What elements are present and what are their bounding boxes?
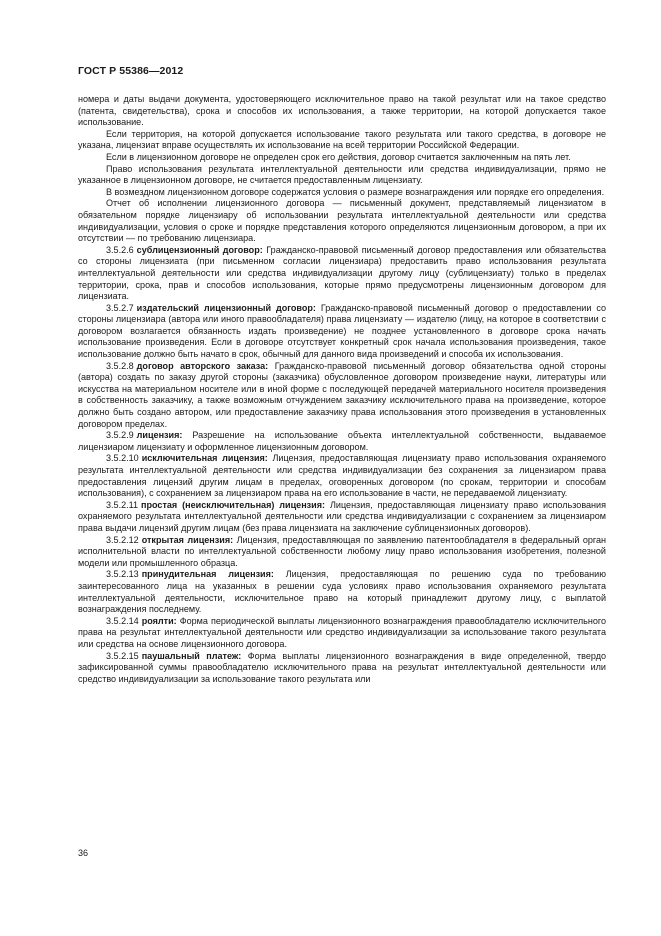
term-title: открытая лицензия: — [141, 534, 234, 545]
term-entry-3-5-2-14 — [78, 616, 606, 651]
document-body — [78, 94, 606, 685]
term-definition: Форма периодической выплаты лицензионного вознаграждения правообладателю исключительного права на результат интеллектуальной деятельности или средство индивидуализации за использование такого результата или средства на основе лицензионного договора. — [78, 615, 606, 649]
term-definition: Лицензия, предоставляющая по решению суда по требованию заинтересованного лица на указанных в решении суда условиях право использования охраняемого результата интеллектуальной деятельности, исключительное право на который принадлежит другому лицу, с выплатой вознаграждения последнему. — [78, 569, 607, 615]
term-title: роялти: — [141, 615, 177, 626]
term-entry-3-5-2-12 — [78, 535, 606, 570]
term-title: сублицензионный договор: — [136, 244, 263, 255]
paragraph-report: Отчет об исполнении лицензионного договора — письменный документ, представляемый лицензиатом в обязательном порядке лицензиару об использовании результата интеллектуальной деятельности или средства индивидуализации, условия о сроке и порядке представления которого определяются лицензионным договором, а при их отсутствии — по требованию лицензиара. — [78, 198, 606, 244]
term-number: 3.5.2.13 — [106, 569, 139, 580]
paragraph-term: Если в лицензионном договоре не определен срок его действия, договор считается заключенным на пять лет. — [106, 151, 571, 162]
term-title: паушальный платеж: — [141, 650, 242, 661]
term-number: 3.5.2.6 — [106, 244, 134, 255]
term-number: 3.5.2.9 — [106, 430, 134, 441]
term-entry-3-5-2-8 — [78, 361, 606, 431]
paragraph-remuneration: В возмездном лицензионном договоре содержатся условия о размере вознаграждения или порядке его определения. — [106, 186, 605, 197]
paragraph-continuation: номера и даты выдачи документа, удостоверяющего исключительное право на такой результат или на такое средство (патента, свидетельства), срока и способов их использования, а также территории, на которой допускается такое использование. — [78, 94, 606, 128]
term-entry-3-5-2-7 — [78, 303, 606, 361]
term-definition: Гражданско-правовой письменный договор обязательства одной стороны (автора) создать по заказу другой стороны (заказчика) обусловленное договором произведение науки, литературы или искусства на материальном носителе или в иной форме с последующей передачей материального носителя произведения в собственность заказчику, а также возможным отчуждением заказчику исключительного права на произведение, которое должно быть создано автором, или предоставление заказчику права использования этого произведения в установленных договором пределах. — [78, 360, 606, 429]
term-number: 3.5.2.7 — [106, 302, 134, 313]
term-entry-3-5-2-11 — [78, 500, 606, 535]
term-entry-3-5-2-13 — [78, 569, 606, 615]
document-header: ГОСТ Р 55386—2012 — [78, 65, 184, 77]
term-entry-3-5-2-15 — [78, 651, 606, 686]
term-definition: Лицензия, предоставляющая лицензиату право использования охраняемого результата интеллектуальной деятельности или средства индивидуализации без сохранения за лицензиаром права предоставления лицензий другим лицам в пределах, оговоренных договором (по срокам, территории и способам использования), с сохранением за лицензиаром права на его использование в части, не передаваемой лицензиату. — [78, 453, 606, 499]
term-number: 3.5.2.8 — [106, 360, 134, 371]
term-definition: Лицензия, предоставляющая по заявлению патентообладателя в федеральный орган исполнительной власти по интеллектуальной собственности любому лицу право использования изобретения, полезной модели или промышленного образца. — [78, 534, 607, 568]
term-definition: Разрешение на использование объекта интеллектуальной собственности, выдаваемое лицензиаром лицензиату и оформленное лицензионным договором. — [78, 430, 606, 452]
term-number: 3.5.2.14 — [106, 615, 139, 626]
term-title: лицензия: — [136, 430, 183, 441]
term-definition: Форма выплаты лицензионного вознаграждения в виде определенной, твердо зафиксированной суммы правообладателю исключительного права на результат интеллектуальной деятельности или средство индивидуализации за использование такого результата или — [78, 650, 607, 684]
term-definition: Лицензия, предоставляющая лицензиату право использования охраняемого результата интеллектуальной деятельности или средства индивидуализации с сохранением за лицензиаром права выдачи лицензий другим лицам (без права лицензиата на заключение сублицензионных договоров). — [78, 499, 607, 533]
term-entry-3-5-2-6 — [78, 245, 606, 303]
term-number: 3.5.2.15 — [106, 650, 139, 661]
term-title: исключительная лицензия: — [141, 453, 268, 464]
term-number: 3.5.2.12 — [106, 534, 139, 545]
term-number: 3.5.2.10 — [106, 453, 139, 464]
paragraph-territory: Если территория, на которой допускается использование такого результата или такого средства, в договоре не указана, лицензиат вправе осуществлять их использование на всей территории Российской Федерации. — [78, 128, 606, 151]
term-definition: Гражданско-правовой письменный договор о предоставлении со стороны лицензиара (автора или иного правообладателя) права лицензиату — издателю (лицу, на которое в соответствии с договором возлагается обязанность издать произведение) не позднее установленного в договоре срока начать использование произведения. Если в договоре отсутствует конкретный срок начала использования произведения, такое использование должно быть начато в срок, обычный для данного вида произведений и способа их использования. — [78, 302, 606, 360]
term-definition: Гражданско-правовой письменный договор предоставления или обязательства со стороны лицензиата (при письменном согласии лицензиара) предоставить право использования результата интеллектуальной деятельности или средства индивидуализации другому лицу (сублицензиату) только в пределах территории, срока, прав и способов использования, которые прямо предусмотрены лицензионным договором для лицензиата. — [78, 244, 606, 302]
term-title: договор авторского заказа: — [136, 360, 269, 371]
term-title: издательский лицензионный договор: — [136, 302, 316, 313]
paragraph-right-scope: Право использования результата интеллектуальной деятельности или средства индивидуализации, прямо не указанное в лицензионном договоре, не считается предоставленным лицензиату. — [78, 163, 606, 186]
term-entry-3-5-2-9 — [78, 430, 606, 453]
term-title: простая (неисключительная) лицензия: — [141, 499, 326, 510]
term-title: принудительная лицензия: — [141, 569, 274, 580]
page-number: 36 — [78, 848, 89, 858]
term-entry-3-5-2-10 — [78, 453, 606, 499]
term-number: 3.5.2.11 — [106, 499, 139, 510]
